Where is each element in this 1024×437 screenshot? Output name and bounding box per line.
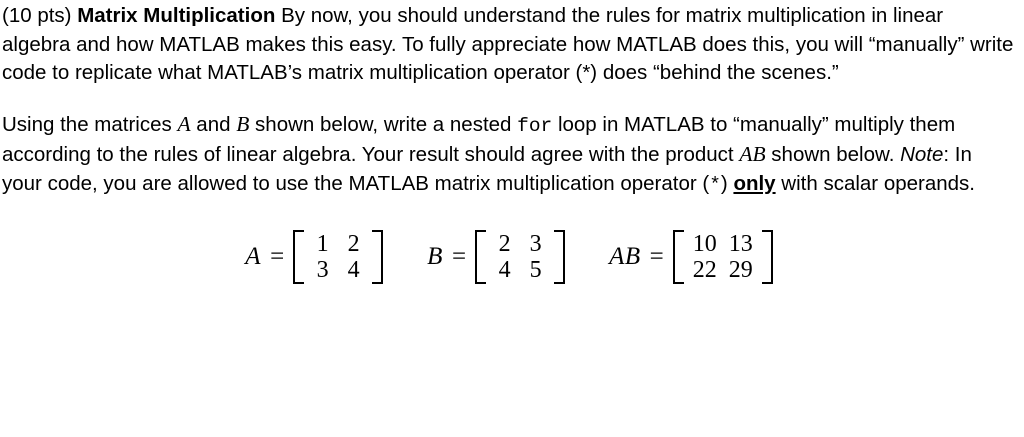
text-run: shown below. xyxy=(765,143,901,167)
text-run: shown below, write a nested xyxy=(249,112,518,136)
text-run: and xyxy=(190,112,237,136)
text-run: By now, you should understand the rules for matrix multiplication in linear algebra and how MATLAB makes this easy. To fully appreciate how MATLAB does this, you will “manually” write code to replicate what MATLAB’s matrix multiplication operator (*) does “behind the scenes.” xyxy=(2,4,1014,85)
text-run: : In your code, you are allowed to use the MATLAB matrix multiplication operator ( xyxy=(2,143,972,195)
bracket-right xyxy=(764,230,773,284)
problem-title: Matrix Multiplication xyxy=(77,4,276,27)
matrix-cells xyxy=(682,230,764,284)
matrix-cell: 3 xyxy=(316,256,329,283)
equation-matrix-a xyxy=(245,230,383,284)
matrix-cell: 5 xyxy=(529,256,542,283)
matrix-ab xyxy=(673,230,773,284)
equation-label: B xyxy=(427,242,443,270)
paragraph-instructions xyxy=(2,110,1016,200)
text-run: loop in MATLAB to “manually” multiply them according to the rules of linear algebra. Your result should agree with the product xyxy=(2,112,956,167)
bracket-left xyxy=(673,230,682,284)
bracket-right xyxy=(374,230,383,284)
text-run: ) xyxy=(720,171,734,195)
equation-matrix-b xyxy=(427,230,565,284)
matrix-cell: 1 xyxy=(316,230,329,257)
code-operator-asterisk: * xyxy=(709,173,721,196)
equals-sign: = xyxy=(270,242,285,270)
equals-sign: = xyxy=(451,242,467,270)
matrix-cell: 4 xyxy=(347,256,360,283)
math-var-a: A xyxy=(177,111,191,136)
note-label: Note xyxy=(900,143,944,167)
equation-row xyxy=(2,230,1016,284)
text-run: with scalar operands. xyxy=(775,171,975,195)
math-var-ab: AB xyxy=(739,142,766,167)
matrix-a xyxy=(293,230,383,284)
paragraph-intro xyxy=(2,2,1016,88)
matrix-cell: 4 xyxy=(498,256,511,283)
bracket-left xyxy=(475,230,484,284)
text-run: (10 pts) xyxy=(2,4,78,27)
matrix-cell: 22 xyxy=(692,256,717,283)
matrix-cell: 2 xyxy=(347,230,360,257)
matrix-b xyxy=(475,230,565,284)
equation-label: AB xyxy=(609,242,641,270)
matrix-cell: 29 xyxy=(728,256,753,283)
matrix-cell: 10 xyxy=(692,230,717,257)
equation-label: A xyxy=(245,242,262,270)
matrix-cells xyxy=(484,230,556,284)
matrix-cells xyxy=(302,230,374,284)
matrix-cell: 13 xyxy=(728,230,753,257)
matrix-cell: 2 xyxy=(498,230,511,257)
math-var-b: B xyxy=(236,111,250,136)
equation-matrix-ab xyxy=(609,230,773,284)
bracket-left xyxy=(293,230,302,284)
text-run: Using the matrices xyxy=(2,112,178,136)
emphasis-only: only xyxy=(733,171,776,195)
equals-sign: = xyxy=(649,242,664,270)
matrix-cell: 3 xyxy=(529,230,542,257)
code-keyword-for: for xyxy=(517,114,553,137)
bracket-right xyxy=(556,230,565,284)
